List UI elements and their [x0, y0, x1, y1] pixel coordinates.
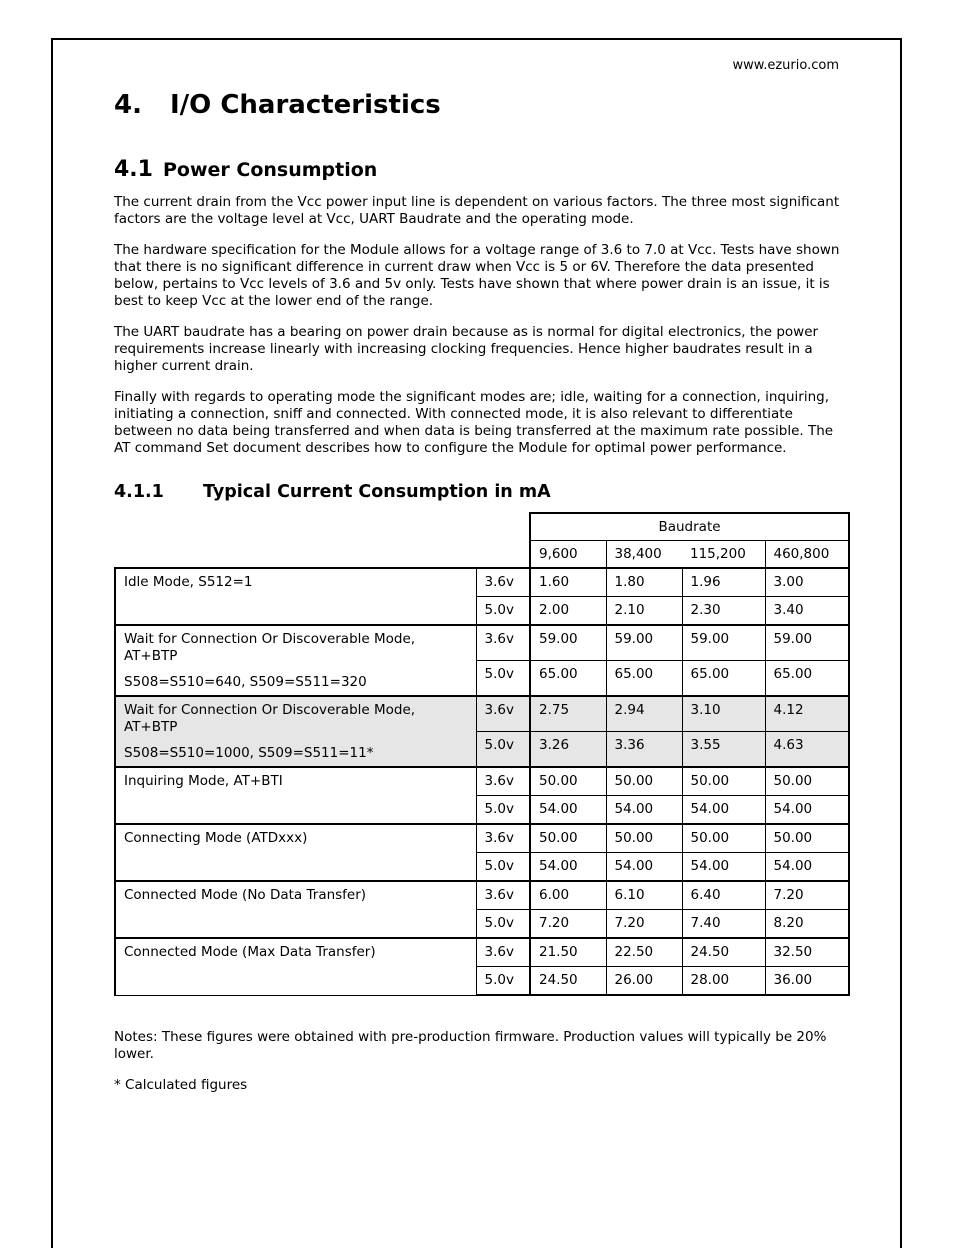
- site-url: www.ezurio.com: [732, 58, 839, 73]
- value-cell: 7.40: [682, 910, 765, 939]
- value-cell: 22.50: [606, 938, 682, 967]
- table-row: [115, 938, 849, 967]
- voltage-cell: 5.0v: [476, 796, 530, 825]
- subsubsection-title: Typical Current Consumption in mA: [203, 482, 551, 502]
- value-cell: 54.00: [765, 796, 849, 825]
- value-cell: 24.50: [682, 938, 765, 967]
- value-cell: 24.50: [530, 967, 606, 996]
- table-row: [115, 824, 849, 853]
- mode-label: Connected Mode (No Data Transfer): [124, 887, 367, 903]
- voltage-cell: 3.6v: [476, 881, 530, 910]
- mode-label: Connecting Mode (ATDxxx): [124, 830, 308, 846]
- value-cell: 50.00: [682, 824, 765, 853]
- mode-cell: [115, 568, 476, 625]
- value-cell: 3.26: [530, 732, 606, 768]
- baudrate-460800: 460,800: [765, 541, 849, 569]
- mode-label: Wait for Connection Or Discoverable Mode, AT+BTP: [124, 702, 416, 735]
- mode-cell: [115, 696, 476, 767]
- mode-label: Connected Mode (Max Data Transfer): [124, 944, 376, 960]
- value-cell: 7.20: [606, 910, 682, 939]
- mode-label: Wait for Connection Or Discoverable Mode, AT+BTP: [124, 631, 416, 664]
- document-content: [114, 86, 849, 1094]
- value-cell: 36.00: [765, 967, 849, 996]
- value-cell: 50.00: [606, 824, 682, 853]
- value-cell: 54.00: [530, 796, 606, 825]
- paragraph: The UART baudrate has a bearing on power drain because as is normal for digital electronics, the power requirements increase linearly with increasing clocking frequencies. Hence higher baudrates result in a higher current drain.: [114, 324, 819, 374]
- subsection-heading: [114, 157, 849, 183]
- footnote: * Calculated figures: [114, 1077, 248, 1093]
- value-cell: 21.50: [530, 938, 606, 967]
- value-cell: 54.00: [530, 853, 606, 882]
- value-cell: 1.96: [682, 568, 765, 597]
- value-cell: 54.00: [606, 796, 682, 825]
- section-heading: [114, 86, 849, 124]
- mode-cell: [115, 938, 476, 995]
- value-cell: 50.00: [682, 767, 765, 796]
- value-cell: 3.40: [765, 597, 849, 626]
- value-cell: 6.10: [606, 881, 682, 910]
- voltage-cell: 3.6v: [476, 938, 530, 967]
- paragraph: The current drain from the Vcc power input line is dependent on various factors. The three most significant factors are the voltage level at Vcc, UART Baudrate and the operating mode.: [114, 194, 840, 227]
- mode-cell: [115, 881, 476, 938]
- value-cell: 28.00: [682, 967, 765, 996]
- subsection-title: Power Consumption: [162, 159, 378, 181]
- mode-label: Idle Mode, S512=1: [124, 574, 253, 590]
- voltage-cell: 5.0v: [476, 661, 530, 697]
- value-cell: 59.00: [682, 625, 765, 661]
- value-cell: 2.94: [606, 696, 682, 732]
- value-cell: 4.63: [765, 732, 849, 768]
- subsubsection-heading: [114, 480, 849, 504]
- value-cell: 3.55: [682, 732, 765, 768]
- notes: Notes: These figures were obtained with pre-production firmware. Production values will typically be 20% lower.: [114, 1029, 827, 1062]
- subsection-number: 4.1: [114, 157, 153, 182]
- value-cell: 1.60: [530, 568, 606, 597]
- value-cell: 50.00: [606, 767, 682, 796]
- spacer: [124, 736, 468, 745]
- value-cell: 54.00: [765, 853, 849, 882]
- mode-cell: [115, 824, 476, 881]
- value-cell: 3.36: [606, 732, 682, 768]
- voltage-cell: 5.0v: [476, 967, 530, 996]
- table-row: [115, 881, 849, 910]
- value-cell: 65.00: [682, 661, 765, 697]
- value-cell: 6.00: [530, 881, 606, 910]
- value-cell: 4.12: [765, 696, 849, 732]
- voltage-cell: 5.0v: [476, 853, 530, 882]
- section-title: I/O Characteristics: [170, 90, 441, 120]
- baudrate-115200: 115,200: [682, 541, 765, 569]
- mode-detail: S508=S510=640, S509=S511=320: [124, 674, 367, 690]
- mode-label: Inquiring Mode, AT+BTI: [124, 773, 283, 789]
- paragraph: Finally with regards to operating mode the significant modes are; idle, waiting for a connection, inquiring, initiating a connection, sniff and connected. With connected mode, it is also relevant to differentiate between no data being transferred and when data is being transferred at the maximum rate possible. The AT command Set document describes how to configure the Module for optimal power performance.: [114, 389, 834, 456]
- value-cell: 3.10: [682, 696, 765, 732]
- value-cell: 6.40: [682, 881, 765, 910]
- baudrate-header: Baudrate: [530, 513, 849, 541]
- value-cell: 2.30: [682, 597, 765, 626]
- value-cell: 3.00: [765, 568, 849, 597]
- value-cell: 65.00: [765, 661, 849, 697]
- table-row: [115, 625, 849, 661]
- current-consumption-table: [114, 512, 850, 996]
- spacer: [124, 665, 468, 674]
- value-cell: 65.00: [530, 661, 606, 697]
- table-row: [115, 767, 849, 796]
- voltage-cell: 3.6v: [476, 696, 530, 732]
- value-cell: 54.00: [682, 796, 765, 825]
- value-cell: 50.00: [530, 767, 606, 796]
- value-cell: 50.00: [530, 824, 606, 853]
- value-cell: 26.00: [606, 967, 682, 996]
- baudrate-9600: 9,600: [530, 541, 606, 569]
- value-cell: 7.20: [765, 881, 849, 910]
- voltage-cell: 5.0v: [476, 910, 530, 939]
- value-cell: 54.00: [682, 853, 765, 882]
- mode-cell: [115, 767, 476, 824]
- value-cell: 2.75: [530, 696, 606, 732]
- voltage-cell: 5.0v: [476, 732, 530, 768]
- voltage-cell: 3.6v: [476, 568, 530, 597]
- value-cell: 1.80: [606, 568, 682, 597]
- voltage-cell: 3.6v: [476, 767, 530, 796]
- value-cell: 32.50: [765, 938, 849, 967]
- value-cell: 54.00: [606, 853, 682, 882]
- value-cell: 2.00: [530, 597, 606, 626]
- section-number: 4.: [114, 90, 142, 120]
- baudrate-38400: 38,400: [606, 541, 682, 569]
- value-cell: 8.20: [765, 910, 849, 939]
- table-row: [115, 696, 849, 732]
- value-cell: 50.00: [765, 767, 849, 796]
- mode-cell: [115, 625, 476, 696]
- value-cell: 50.00: [765, 824, 849, 853]
- value-cell: 59.00: [530, 625, 606, 661]
- value-cell: 65.00: [606, 661, 682, 697]
- voltage-cell: 3.6v: [476, 625, 530, 661]
- value-cell: 59.00: [765, 625, 849, 661]
- mode-detail: S508=S510=1000, S509=S511=11*: [124, 745, 374, 761]
- table-row: [115, 568, 849, 597]
- value-cell: 2.10: [606, 597, 682, 626]
- voltage-cell: 3.6v: [476, 824, 530, 853]
- paragraph: The hardware specification for the Module allows for a voltage range of 3.6 to 7.0 at Vcc. Tests have shown that there is no significant difference in current draw when Vcc is 5 or 6V. Therefore the data presented below, pertains to Vcc levels of 3.6 and 5v only. Tests have shown that where power drain is an issue, it is best to keep Vcc at the lower end of the range.: [114, 242, 840, 309]
- value-cell: 59.00: [606, 625, 682, 661]
- subsubsection-number: 4.1.1: [114, 482, 164, 502]
- value-cell: 7.20: [530, 910, 606, 939]
- voltage-cell: 5.0v: [476, 597, 530, 626]
